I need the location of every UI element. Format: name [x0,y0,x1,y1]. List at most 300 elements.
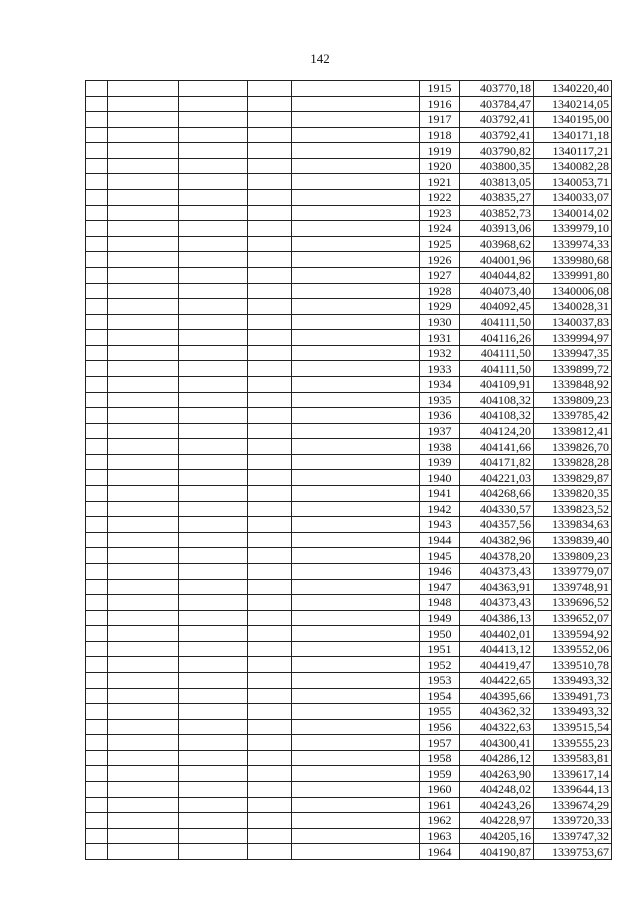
empty-cell [108,719,179,735]
empty-cell [86,143,108,159]
table-row [86,844,612,860]
point-number-cell: 1929 [420,299,460,315]
empty-cell [86,610,108,626]
y-coordinate-cell: 1339652,07 [534,610,612,626]
x-coordinate-cell: 404108,32 [460,408,534,424]
empty-cell [179,719,248,735]
empty-cell [86,657,108,673]
empty-cell [292,236,420,252]
empty-cell [86,579,108,595]
empty-cell [248,579,292,595]
empty-cell [248,797,292,813]
point-number-cell: 1940 [420,470,460,486]
empty-cell [86,688,108,704]
x-coordinate-cell: 404322,63 [460,719,534,735]
y-coordinate-cell: 1340028,31 [534,299,612,315]
point-number-cell: 1951 [420,641,460,657]
x-coordinate-cell: 404373,43 [460,595,534,611]
x-coordinate-cell: 404330,57 [460,501,534,517]
y-coordinate-cell: 1340082,28 [534,158,612,174]
empty-cell [179,501,248,517]
y-coordinate-cell: 1339644,13 [534,782,612,798]
empty-cell [292,345,420,361]
empty-cell [86,486,108,502]
table-body [86,81,612,860]
x-coordinate-cell: 404362,32 [460,704,534,720]
empty-cell [108,766,179,782]
point-number-cell: 1953 [420,672,460,688]
x-coordinate-cell: 404386,13 [460,610,534,626]
point-number-cell: 1918 [420,127,460,143]
empty-cell [86,314,108,330]
x-coordinate-cell: 404419,47 [460,657,534,673]
table-row [86,174,612,190]
empty-cell [248,236,292,252]
empty-cell [86,532,108,548]
y-coordinate-cell: 1339552,06 [534,641,612,657]
empty-cell [179,392,248,408]
empty-cell [86,361,108,377]
empty-cell [179,376,248,392]
empty-cell [248,532,292,548]
y-coordinate-cell: 1340037,83 [534,314,612,330]
point-number-cell: 1942 [420,501,460,517]
empty-cell [108,797,179,813]
empty-cell [86,236,108,252]
x-coordinate-cell: 404268,66 [460,486,534,502]
y-coordinate-cell: 1339829,87 [534,470,612,486]
point-number-cell: 1919 [420,143,460,159]
empty-cell [292,672,420,688]
empty-cell [292,81,420,97]
empty-cell [86,797,108,813]
y-coordinate-cell: 1339510,78 [534,657,612,673]
table-row [86,501,612,517]
empty-cell [179,330,248,346]
empty-cell [86,672,108,688]
point-number-cell: 1936 [420,408,460,424]
empty-cell [292,579,420,595]
empty-cell [108,595,179,611]
empty-cell [179,486,248,502]
empty-cell [86,782,108,798]
y-coordinate-cell: 1339991,80 [534,267,612,283]
table-row [86,610,612,626]
y-coordinate-cell: 1339980,68 [534,252,612,268]
empty-cell [86,267,108,283]
empty-cell [179,221,248,237]
empty-cell [248,408,292,424]
empty-cell [179,423,248,439]
point-number-cell: 1958 [420,750,460,766]
x-coordinate-cell: 404378,20 [460,548,534,564]
empty-cell [108,704,179,720]
table-row [86,330,612,346]
empty-cell [108,517,179,533]
y-coordinate-cell: 1339947,35 [534,345,612,361]
point-number-cell: 1931 [420,330,460,346]
empty-cell [108,439,179,455]
empty-cell [248,766,292,782]
empty-cell [292,704,420,720]
point-number-cell: 1963 [420,828,460,844]
table-row [86,205,612,221]
table-row [86,408,612,424]
table-row [86,376,612,392]
empty-cell [86,345,108,361]
empty-cell [292,501,420,517]
empty-cell [292,221,420,237]
empty-cell [292,486,420,502]
table-row [86,190,612,206]
y-coordinate-cell: 1339994,97 [534,330,612,346]
y-coordinate-cell: 1339785,42 [534,408,612,424]
empty-cell [86,704,108,720]
empty-cell [179,267,248,283]
y-coordinate-cell: 1340117,21 [534,143,612,159]
x-coordinate-cell: 404111,50 [460,314,534,330]
empty-cell [86,750,108,766]
x-coordinate-cell: 404357,56 [460,517,534,533]
point-number-cell: 1938 [420,439,460,455]
table-row [86,548,612,564]
table-row [86,532,612,548]
empty-cell [179,828,248,844]
empty-cell [248,158,292,174]
x-coordinate-cell: 404221,03 [460,470,534,486]
y-coordinate-cell: 1339812,41 [534,423,612,439]
empty-cell [108,392,179,408]
empty-cell [248,563,292,579]
empty-cell [248,704,292,720]
point-number-cell: 1924 [420,221,460,237]
empty-cell [179,579,248,595]
empty-cell [292,782,420,798]
empty-cell [86,423,108,439]
y-coordinate-cell: 1340033,07 [534,190,612,206]
x-coordinate-cell: 404413,12 [460,641,534,657]
empty-cell [86,330,108,346]
empty-cell [248,143,292,159]
table-row [86,143,612,159]
empty-cell [248,205,292,221]
x-coordinate-cell: 404116,26 [460,330,534,346]
empty-cell [86,735,108,751]
empty-cell [86,626,108,642]
x-coordinate-cell: 404300,41 [460,735,534,751]
x-coordinate-cell: 404263,90 [460,766,534,782]
x-coordinate-cell: 403913,06 [460,221,534,237]
table-row [86,672,612,688]
empty-cell [108,330,179,346]
empty-cell [179,252,248,268]
empty-cell [108,221,179,237]
empty-cell [108,626,179,642]
empty-cell [248,735,292,751]
empty-cell [248,96,292,112]
empty-cell [179,143,248,159]
empty-cell [248,423,292,439]
empty-cell [292,376,420,392]
x-coordinate-cell: 403770,18 [460,81,534,97]
x-coordinate-cell: 404286,12 [460,750,534,766]
empty-cell [179,750,248,766]
empty-cell [248,782,292,798]
empty-cell [108,672,179,688]
y-coordinate-cell: 1339826,70 [534,439,612,455]
empty-cell [292,828,420,844]
empty-cell [292,205,420,221]
empty-cell [86,813,108,829]
table-row [86,719,612,735]
empty-cell [108,610,179,626]
x-coordinate-cell: 404228,97 [460,813,534,829]
empty-cell [86,454,108,470]
empty-cell [248,81,292,97]
empty-cell [86,439,108,455]
point-number-cell: 1916 [420,96,460,112]
empty-cell [108,828,179,844]
empty-cell [108,486,179,502]
point-number-cell: 1954 [420,688,460,704]
x-coordinate-cell: 404141,66 [460,439,534,455]
y-coordinate-cell: 1339848,92 [534,376,612,392]
empty-cell [292,454,420,470]
y-coordinate-cell: 1339834,63 [534,517,612,533]
empty-cell [292,361,420,377]
x-coordinate-cell: 403792,41 [460,112,534,128]
empty-cell [248,299,292,315]
x-coordinate-cell: 404111,50 [460,345,534,361]
x-coordinate-cell: 403813,05 [460,174,534,190]
empty-cell [86,719,108,735]
empty-cell [179,454,248,470]
empty-cell [292,174,420,190]
x-coordinate-cell: 404108,32 [460,392,534,408]
empty-cell [248,112,292,128]
table-row [86,657,612,673]
table-row [86,361,612,377]
empty-cell [179,797,248,813]
table-row [86,750,612,766]
y-coordinate-cell: 1339823,52 [534,501,612,517]
empty-cell [108,267,179,283]
table-row [86,486,612,502]
x-coordinate-cell: 404243,26 [460,797,534,813]
empty-cell [292,299,420,315]
table-row [86,766,612,782]
empty-cell [248,517,292,533]
empty-cell [179,127,248,143]
point-number-cell: 1943 [420,517,460,533]
point-number-cell: 1952 [420,657,460,673]
y-coordinate-cell: 1339493,32 [534,704,612,720]
point-number-cell: 1920 [420,158,460,174]
empty-cell [108,657,179,673]
empty-cell [292,158,420,174]
y-coordinate-cell: 1339555,23 [534,735,612,751]
empty-cell [248,688,292,704]
y-coordinate-cell: 1339809,23 [534,392,612,408]
empty-cell [248,252,292,268]
y-coordinate-cell: 1340214,05 [534,96,612,112]
point-number-cell: 1960 [420,782,460,798]
x-coordinate-cell: 403968,62 [460,236,534,252]
empty-cell [292,750,420,766]
table-row [86,626,612,642]
empty-cell [179,190,248,206]
x-coordinate-cell: 404001,96 [460,252,534,268]
empty-cell [292,190,420,206]
y-coordinate-cell: 1339696,52 [534,595,612,611]
empty-cell [86,595,108,611]
y-coordinate-cell: 1339748,91 [534,579,612,595]
page-number: 142 [310,51,330,66]
table-row [86,688,612,704]
empty-cell [292,267,420,283]
empty-cell [179,844,248,860]
table-row [86,127,612,143]
empty-cell [108,408,179,424]
point-number-cell: 1961 [420,797,460,813]
point-number-cell: 1925 [420,236,460,252]
y-coordinate-cell: 1339753,67 [534,844,612,860]
empty-cell [108,283,179,299]
empty-cell [248,330,292,346]
point-number-cell: 1944 [420,532,460,548]
point-number-cell: 1959 [420,766,460,782]
table-row [86,735,612,751]
table-row [86,158,612,174]
y-coordinate-cell: 1339747,32 [534,828,612,844]
y-coordinate-cell: 1340053,71 [534,174,612,190]
empty-cell [108,579,179,595]
empty-cell [248,595,292,611]
point-number-cell: 1932 [420,345,460,361]
point-number-cell: 1957 [420,735,460,751]
point-number-cell: 1926 [420,252,460,268]
empty-cell [292,283,420,299]
empty-cell [86,158,108,174]
table-row [86,221,612,237]
table-row [86,439,612,455]
empty-cell [108,143,179,159]
y-coordinate-cell: 1340195,00 [534,112,612,128]
table-row [86,563,612,579]
point-number-cell: 1937 [420,423,460,439]
empty-cell [108,532,179,548]
y-coordinate-cell: 1339979,10 [534,221,612,237]
x-coordinate-cell: 404073,40 [460,283,534,299]
empty-cell [292,252,420,268]
table-row [86,423,612,439]
y-coordinate-cell: 1339617,14 [534,766,612,782]
empty-cell [86,81,108,97]
x-coordinate-cell: 403835,27 [460,190,534,206]
table-row [86,283,612,299]
empty-cell [292,548,420,564]
x-coordinate-cell: 404422,65 [460,672,534,688]
empty-cell [248,610,292,626]
empty-cell [86,501,108,517]
empty-cell [248,190,292,206]
y-coordinate-cell: 1339493,32 [534,672,612,688]
empty-cell [179,283,248,299]
x-coordinate-cell: 404044,82 [460,267,534,283]
empty-cell [108,361,179,377]
y-coordinate-cell: 1339899,72 [534,361,612,377]
empty-cell [292,470,420,486]
empty-cell [292,96,420,112]
empty-cell [248,548,292,564]
table-row [86,96,612,112]
empty-cell [248,672,292,688]
empty-cell [108,96,179,112]
empty-cell [179,672,248,688]
empty-cell [86,563,108,579]
empty-cell [179,688,248,704]
empty-cell [86,112,108,128]
x-coordinate-cell: 404382,96 [460,532,534,548]
empty-cell [108,563,179,579]
empty-cell [86,392,108,408]
empty-cell [179,532,248,548]
empty-cell [248,221,292,237]
y-coordinate-cell: 1339820,35 [534,486,612,502]
table-row [86,392,612,408]
y-coordinate-cell: 1339779,07 [534,563,612,579]
x-coordinate-cell: 404205,16 [460,828,534,844]
x-coordinate-cell: 404363,91 [460,579,534,595]
empty-cell [108,81,179,97]
table-row [86,81,612,97]
point-number-cell: 1933 [420,361,460,377]
empty-cell [108,345,179,361]
empty-cell [248,392,292,408]
point-number-cell: 1964 [420,844,460,860]
empty-cell [179,314,248,330]
table-row [86,828,612,844]
table-row [86,579,612,595]
empty-cell [292,813,420,829]
empty-cell [248,626,292,642]
table-row [86,236,612,252]
x-coordinate-cell: 404092,45 [460,299,534,315]
empty-cell [248,813,292,829]
empty-cell [179,470,248,486]
table-row [86,704,612,720]
table-row [86,252,612,268]
empty-cell [86,190,108,206]
empty-cell [108,174,179,190]
empty-cell [86,548,108,564]
point-number-cell: 1947 [420,579,460,595]
empty-cell [108,190,179,206]
empty-cell [179,548,248,564]
empty-cell [179,595,248,611]
x-coordinate-cell: 404124,20 [460,423,534,439]
table-row [86,782,612,798]
empty-cell [86,844,108,860]
table-row [86,470,612,486]
point-number-cell: 1955 [420,704,460,720]
table-row [86,314,612,330]
empty-cell [179,408,248,424]
empty-cell [292,423,420,439]
y-coordinate-cell: 1339515,54 [534,719,612,735]
point-number-cell: 1950 [420,626,460,642]
table-row [86,112,612,128]
